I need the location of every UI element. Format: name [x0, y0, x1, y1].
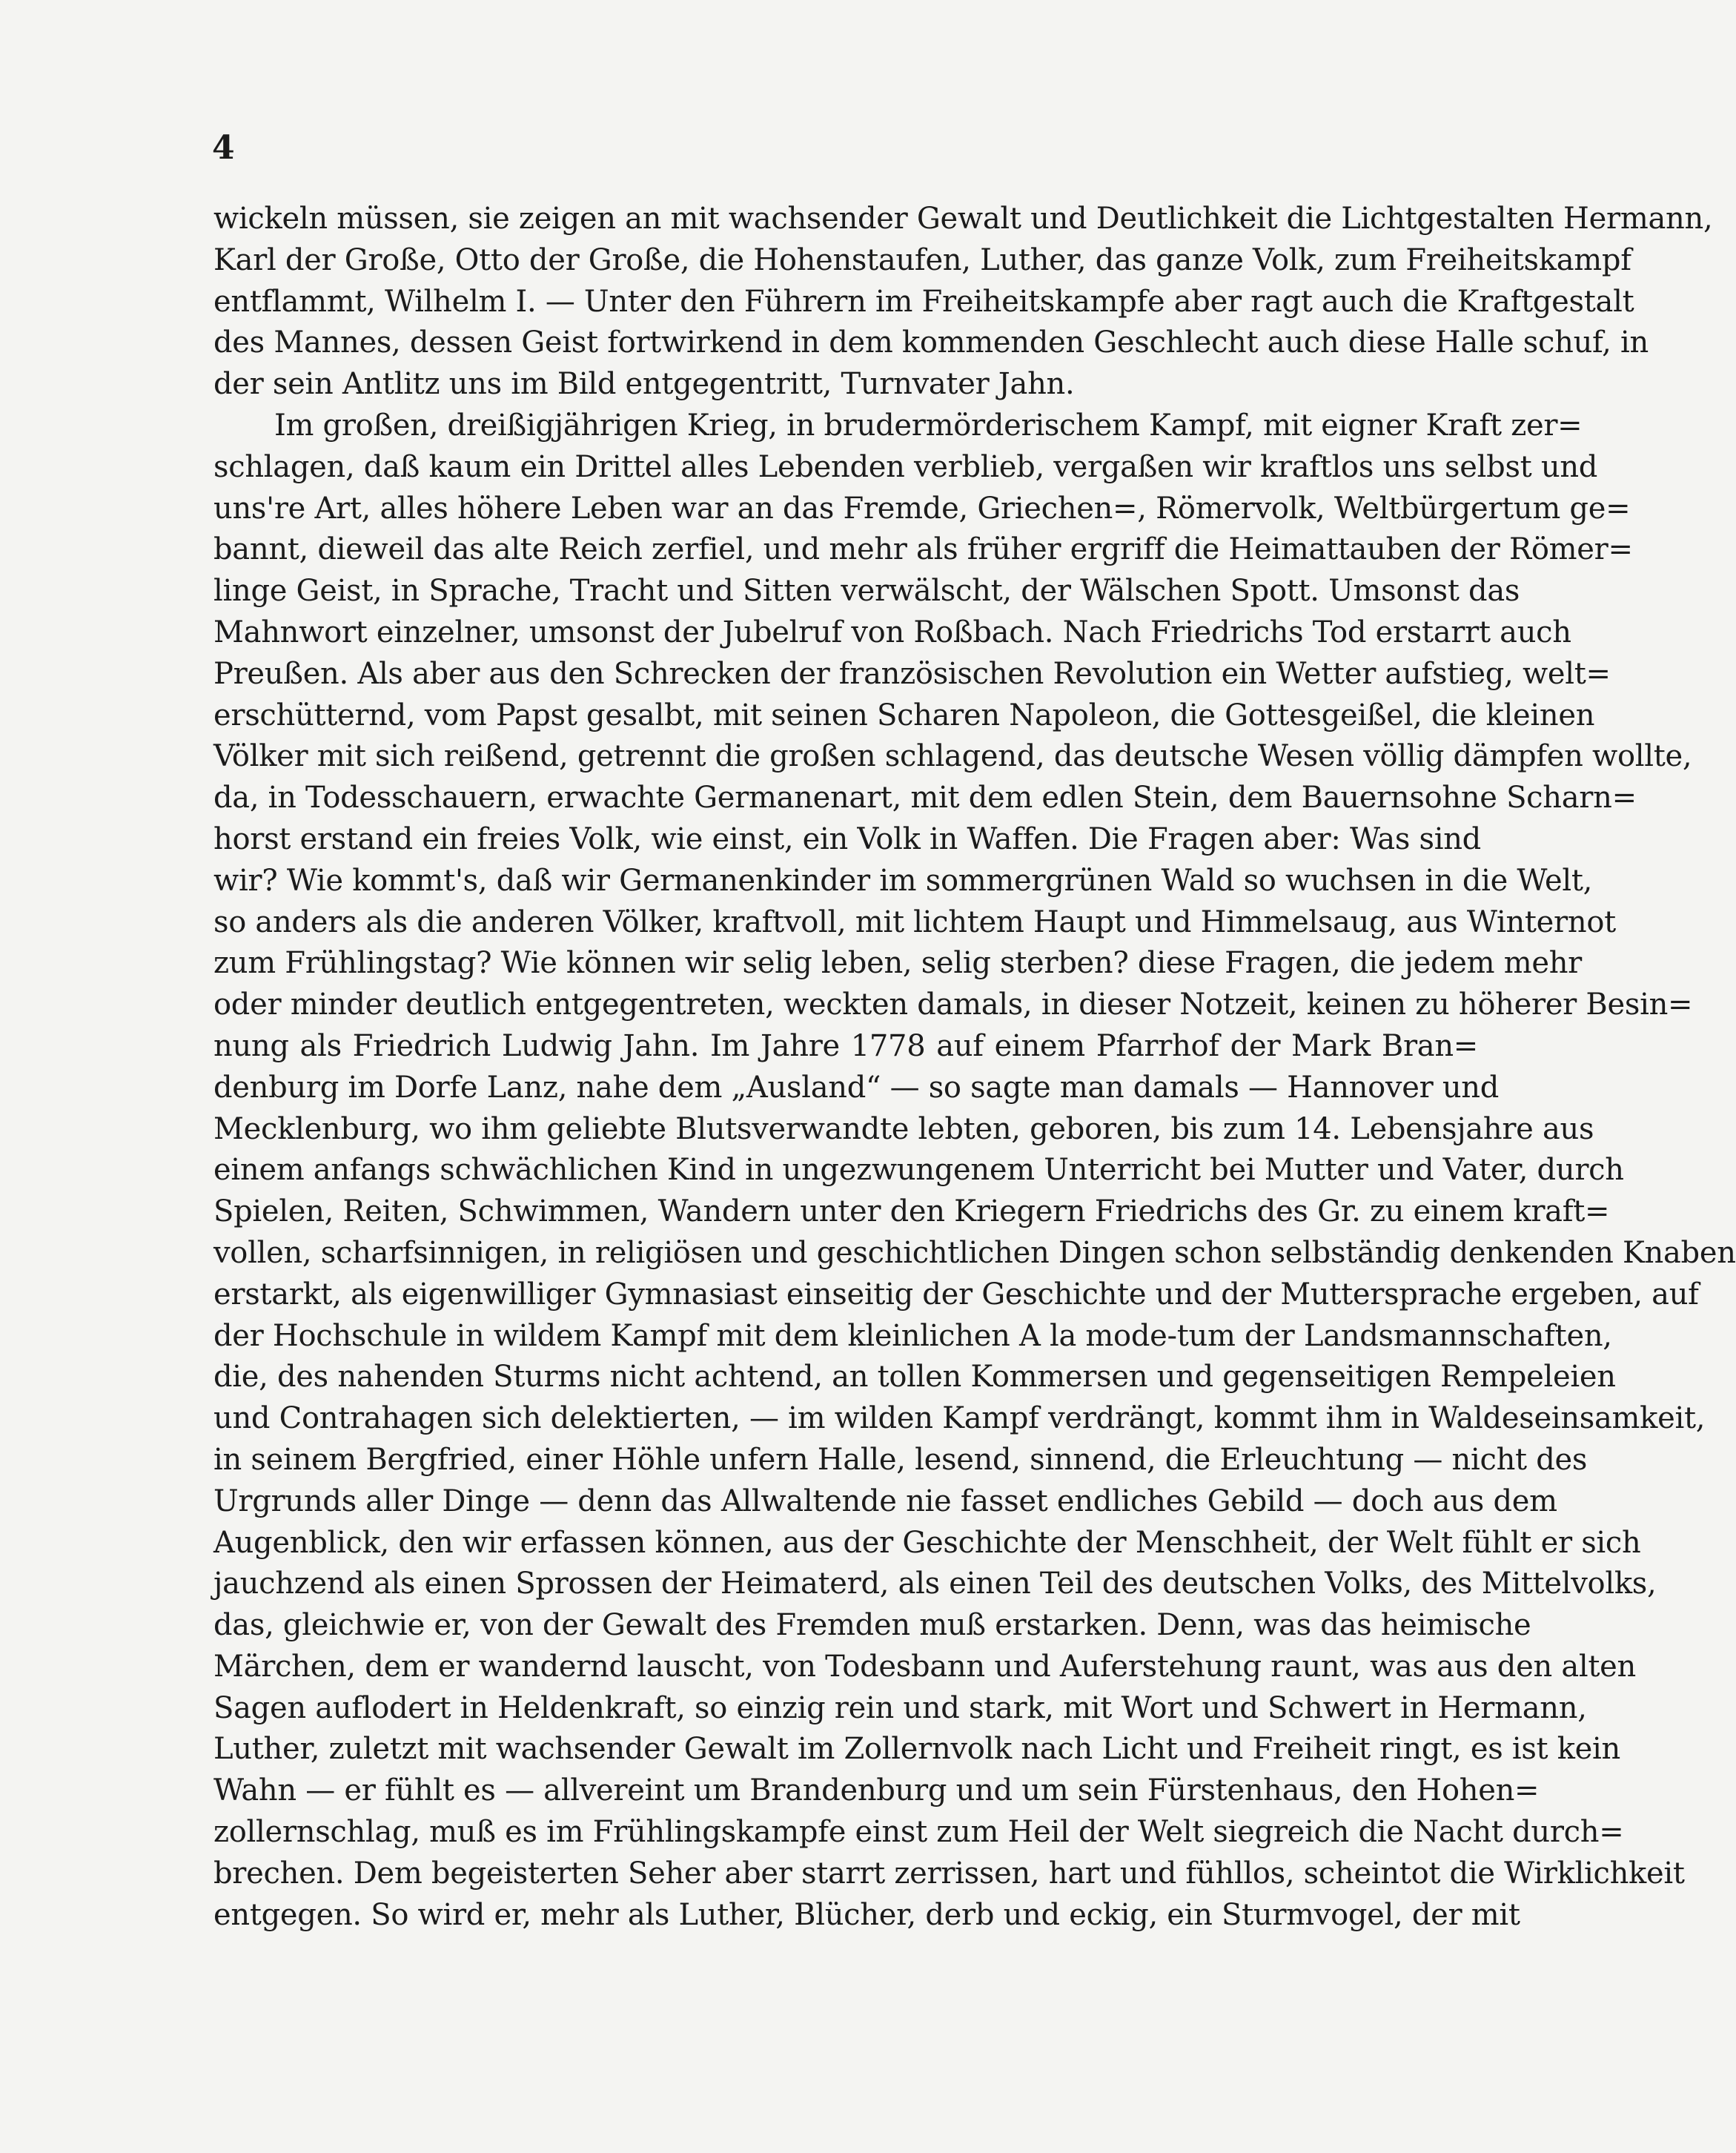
text-line: horst erstand ein freies Volk, wie einst, ein Volk in Waffen. Die Fragen aber: Was sind	[213, 821, 1481, 856]
text-line: zum Frühlingstag? Wie können wir selig leben, selig sterben? diese Fragen, die jedem mehr	[213, 946, 1582, 981]
text-line: einem anfangs schwächlichen Kind in ungezwungenem Unterricht bei Mutter und Vater, durch	[213, 1153, 1624, 1188]
text-line: da, in Todesschauern, erwachte Germanenart, mit dem edlen Stein, dem Bauernsohne Scharn=	[213, 781, 1637, 816]
text-line: brechen. Dem begeisterten Seher aber starrt zerrissen, hart und fühllos, scheintot die Wirklichkeit	[213, 1856, 1685, 1891]
text-line: das, gleichwie er, von der Gewalt des Fremden muß erstarken. Denn, was das heimische	[213, 1608, 1531, 1643]
text-line: die, des nahenden Sturms nicht achtend, an tollen Kommersen und gegenseitigen Rempeleien	[213, 1360, 1616, 1395]
text-line: oder minder deutlich entgegentreten, weckten damals, in dieser Notzeit, keinen zu höherer Besin=	[213, 988, 1693, 1022]
text-line: denburg im Dorfe Lanz, nahe dem „Ausland“ — so sagte man damals — Hannover und	[213, 1070, 1500, 1105]
text-line: des Mannes, dessen Geist fortwirkend in dem kommenden Geschlecht auch diese Halle schuf, in	[213, 325, 1649, 360]
text-line: Karl der Große, Otto der Große, die Hohenstaufen, Luther, das ganze Volk, zum Freiheitskampf	[213, 242, 1631, 277]
text-line: uns're Art, alles höhere Leben war an das Fremde, Griechen=, Römervolk, Weltbürgertum ge=	[213, 491, 1631, 526]
text-line: Luther, zuletzt mit wachsender Gewalt im Zollernvolk nach Licht und Freiheit ringt, es ist kein	[213, 1732, 1621, 1767]
text-line: erstarkt, als eigenwilliger Gymnasiast einseitig der Geschichte und der Muttersprache ergeben, auf	[213, 1277, 1699, 1312]
text-line: in seinem Bergfried, einer Höhle unfern Halle, lesend, sinnend, die Erleuchtung — nicht des	[213, 1442, 1588, 1477]
text-line: der sein Antlitz uns im Bild entgegentritt, Turnvater Jahn.	[213, 367, 1075, 402]
text-line: Preußen. Als aber aus den Schrecken der französischen Revolution ein Wetter aufstieg, welt=	[213, 656, 1611, 691]
text-line: entflammt, Wilhelm I. — Unter den Führern im Freiheitskampfe aber ragt auch die Kraftgestalt	[213, 284, 1634, 319]
text-line: linge Geist, in Sprache, Tracht und Sitten verwälscht, der Wälschen Spott. Umsonst das	[213, 574, 1520, 609]
text-line: der Hochschule in wildem Kampf mit dem kleinlichen A la mode-tum der Landsmannschaften,	[213, 1318, 1612, 1353]
text-line: wir? Wie kommt's, daß wir Germanenkinder im sommergrünen Wald so wuchsen in die Welt,	[213, 863, 1593, 898]
text-line: entgegen. So wird er, mehr als Luther, Blücher, derb und eckig, ein Sturmvogel, der mit	[213, 1897, 1520, 1932]
text-line: Sagen auflodert in Heldenkraft, so einzig rein und stark, mit Wort und Schwert in Hermann,	[213, 1690, 1587, 1725]
text-line: erschütternd, vom Papst gesalbt, mit seinen Scharen Napoleon, die Gottesgeißel, die kleinen	[213, 698, 1595, 732]
text-line: so anders als die anderen Völker, kraftvoll, mit lichtem Haupt und Himmelsaug, aus Winternot	[213, 904, 1616, 939]
text-line: und Contrahagen sich delektierten, — im wilden Kampf verdrängt, kommt ihm in Waldeseinsamkeit,	[213, 1401, 1706, 1436]
text-line: jauchzend als einen Sprossen der Heimaterd, als einen Teil des deutschen Volks, des Mittelvolks,	[213, 1567, 1657, 1601]
text-line: nung als Friedrich Ludwig Jahn. Im Jahre 1778 auf einem Pfarrhof der Mark Bran=	[213, 1028, 1478, 1063]
text-line: Wahn — er fühlt es — allvereint um Brandenburg und um sein Fürstenhaus, den Hohen=	[213, 1773, 1540, 1808]
text-line: Spielen, Reiten, Schwimmen, Wandern unter den Kriegern Friedrichs des Gr. zu einem kraft=	[213, 1194, 1610, 1229]
text-line: Im großen, dreißigjährigen Krieg, in brudermörderischem Kampf, mit eigner Kraft zer=	[274, 408, 1583, 443]
text-line: Urgrunds aller Dinge — denn das Allwaltende nie fasset endliches Gebild — doch aus dem	[213, 1484, 1557, 1518]
body-text	[213, 199, 1736, 1936]
text-line: Mahnwort einzelner, umsonst der Jubelruf von Roßbach. Nach Friedrichs Tod erstarrt auch	[213, 615, 1571, 649]
text-line: Völker mit sich reißend, getrennt die großen schlagend, das deutsche Wesen völlig dämpfen wollte,	[213, 739, 1692, 774]
text-line: Mecklenburg, wo ihm geliebte Blutsverwandte lebten, geboren, bis zum 14. Lebensjahre aus	[213, 1111, 1594, 1146]
text-line: vollen, scharfsinnigen, in religiösen und geschichtlichen Dingen schon selbständig denkenden Knaben	[213, 1235, 1736, 1270]
text-line: wickeln müssen, sie zeigen an mit wachsender Gewalt und Deutlichkeit die Lichtgestalten Hermann,	[213, 202, 1713, 236]
text-line: bannt, dieweil das alte Reich zerfiel, und mehr als früher ergriff die Heimattauben der Römer=	[213, 532, 1633, 567]
text-line: Augenblick, den wir erfassen können, aus der Geschichte der Menschheit, der Welt fühlt er sich	[213, 1525, 1641, 1560]
page-number: 4	[212, 129, 235, 167]
text-line: Märchen, dem er wandernd lauscht, von Todesbann und Auferstehung raunt, was aus den alten	[213, 1649, 1636, 1684]
text-line: zollernschlag, muß es im Frühlingskampfe einst zum Heil der Welt siegreich die Nacht durch=	[213, 1815, 1624, 1850]
text-line: schlagen, daß kaum ein Drittel alles Lebenden verblieb, vergaßen wir kraftlos uns selbst und	[213, 449, 1598, 484]
